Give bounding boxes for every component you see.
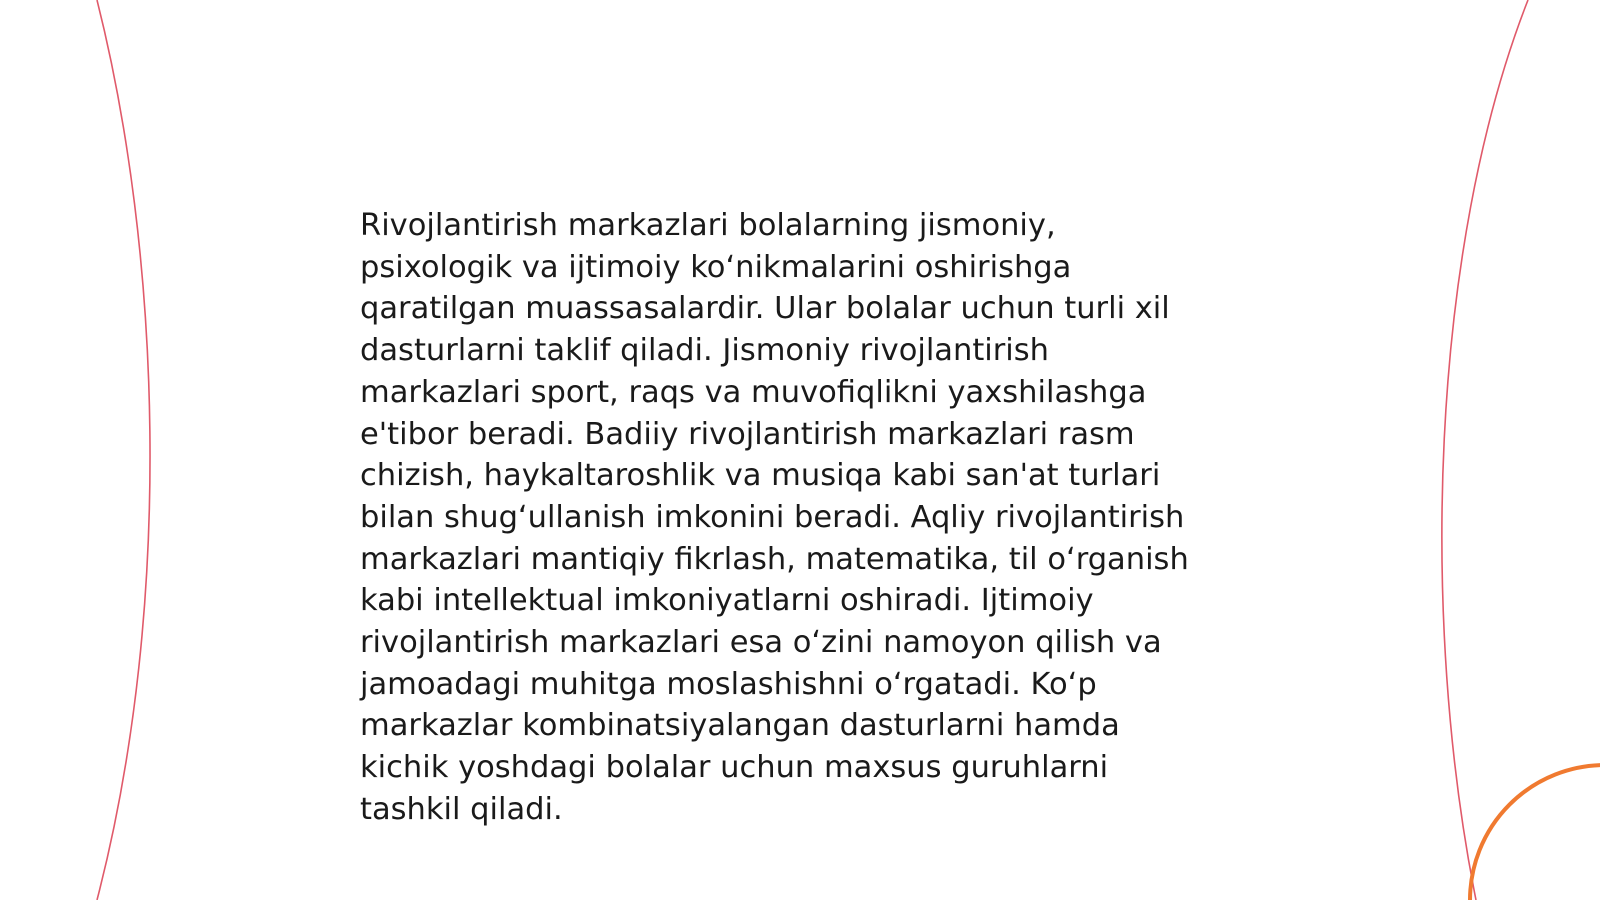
- slide-body-text: Rivojlantirish markazlari bolalarning jismoniy, psixologik va ijtimoiy koʻnikmalarini oshirishga qaratilgan muassasalardir. Ular bolalar uchun turli xil dasturlarni taklif qiladi. Jismoniy rivojlantirish markazlari sport, raqs va muvofiqlikni yaxshilashga e'tibor beradi. Badiiy rivojlantirish markazlari rasm chizish, haykaltaroshlik va musiqa kabi san'at turlari bilan shugʻullanish imkonini beradi. Aqliy rivojlantirish markazlari mantiqiy fikrlash, matematika, til oʻrganish kabi intellektual imkoniyatlarni oshiradi. Ijtimoiy rivojlantirish markazlari esa oʻzini namoyon qilish va jamoadagi muhitga moslashishni oʻrgatadi. Koʻp markazlar kombinatsiyalangan dasturlarni hamda kichik yoshdagi bolalar uchun maxsus guruhlarni tashkil qiladi.: [360, 208, 1189, 827]
- left-curve-icon: [97, 0, 150, 900]
- right-curve-icon: [1442, 0, 1528, 900]
- orange-arc-icon: [1470, 765, 1600, 900]
